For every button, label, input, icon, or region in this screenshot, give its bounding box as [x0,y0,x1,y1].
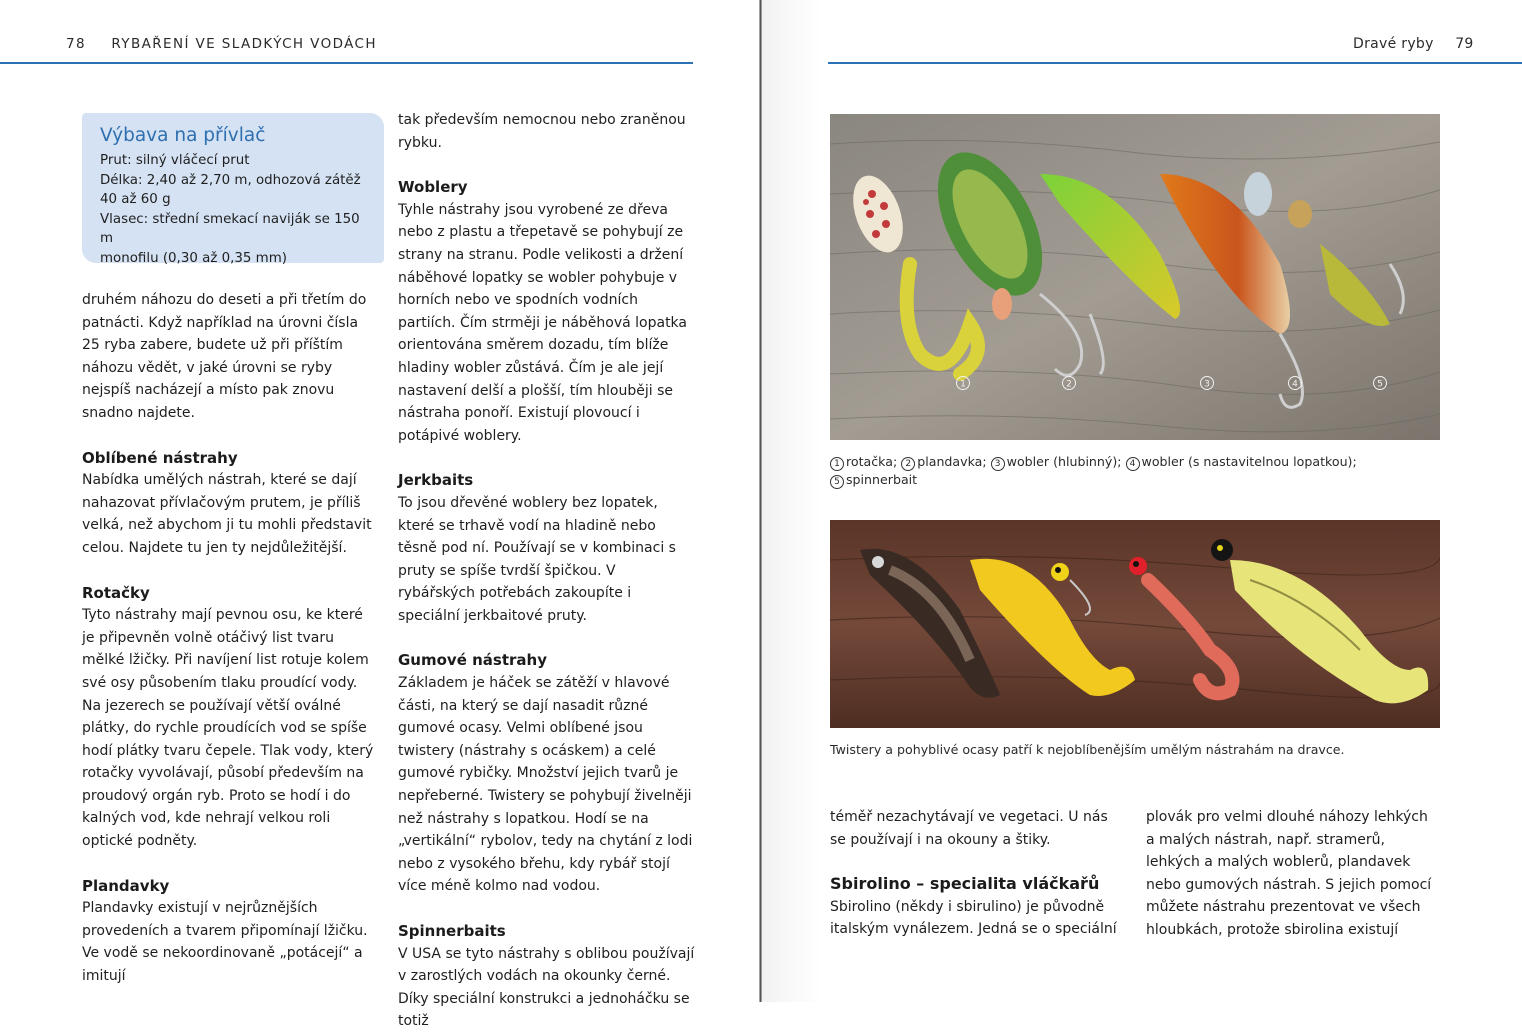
left-running-title: RYBAŘENÍ VE SLADKÝCH VODÁCH [111,36,377,52]
infobox-line: Délka: 2,40 až 2,70 m, odhozová zátěž [100,172,361,188]
right-column-1 [830,806,1122,941]
heading-oblibene: Oblíbené nástrahy [82,448,238,467]
caption-number: 1 [830,457,844,471]
heading-sbirolino: Sbirolino – specialita vláčkařů [830,874,1100,894]
photo-marker: 5 [1377,379,1383,390]
right-running-head [1353,36,1474,52]
photo-marker: 1 [960,379,966,390]
lures-photo-graphic [830,114,1440,440]
paragraph: Tyhle nástrahy jsou vyrobené ze dřeva nebo z plastu a třepetavě se pohybují ze strany na stranu. Podle velikosti a držení náběhové lopatky se wobler pohybuje v horních nebo ve spodních vodních partiích. Čím strměji je náběhová lopatka orientována směrem dozadu, tím blíže hladiny wobler zůstává. Čím je ale její nastavení delší a plošší, tím hlouběji se nástraha ponoří. Existují plovoucí i potápivé woblery. [398,201,687,444]
twisters-photo-graphic [830,520,1440,728]
paragraph: V USA se tyto nástrahy s oblibou používají v zarostlých vodách na okounky černé. Díky speciální konstrukci a jednoháčku se totiž [398,945,695,1030]
heading-spinnerbaits: Spinnerbaits [398,922,506,940]
paragraph: Plandavky existují v nejrůznějších provedeních a tvarem připomínají lžičku. Ve vodě se nekoordinovaně „potácejí“ a imitují [82,900,368,985]
paragraph: Sbirolino (někdy i sbirulino) je původně italským vynálezem. Jedná se o speciální [830,898,1117,938]
left-running-head [66,36,377,52]
right-page-number: 79 [1455,36,1474,52]
photo-marker: 4 [1292,379,1298,390]
paragraph: Základem je háček se zátěží v hlavové části, na který se dají nasadit různé gumové ocasy. Velmi oblíbené jsou twistery (nástrahy s ocáskem) a celé gumové rybičky. Množství jejich tvarů je nepřeberné. Twistery se pohybují živelněji než nástrahy s lopatkou. Hodí se na „vertikální“ rybolov, tedy na chytání z lodi nebo z vysokého břehu, kdy rybář stojí více méně kolmo nad vodou. [398,675,693,895]
left-page [0,0,760,1030]
caption-text: rotačka; [846,454,898,469]
caption-number: 5 [830,475,844,489]
lures-photo [830,114,1440,440]
paragraph: plovák pro velmi dlouhé náhozy lehkých a malých nástrah, např. stramerů, lehkých a malých woblerů, plandavek nebo gumových nástrah. S jejich pomocí můžete nástrahu prezentovat ve všech hloubkách, protože sbirolina existují [1146,809,1432,938]
left-column-1 [82,289,378,988]
paragraph: téměř nezachytávají ve vegetaci. U nás se používají i na okouny a štiky. [830,809,1108,848]
heading-gumove: Gumové nástrahy [398,651,547,670]
caption-number: 4 [1126,457,1140,471]
photo-marker: 2 [1066,379,1072,390]
left-column-2 [398,109,696,1033]
caption-text: wobler (s nastavitelnou lopatkou); [1141,454,1357,469]
right-column-2 [1146,806,1440,942]
equipment-infobox [82,113,384,266]
lures-caption [830,453,1450,489]
paragraph: druhém náhozu do deseti a při třetím do patnácti. Když například na úrovni čísla 25 ryba zabere, budete už při příštím náhozu vědět, v jaké úrovni se ryby nejspíš nacházejí a místo pak znovu snadno najdete. [82,292,367,421]
paragraph: tak především nemocnou nebo zraněnou rybku. [398,112,686,151]
infobox-line: 40 až 60 g [100,192,171,207]
heading-plandavky: Plandavky [82,876,170,895]
infobox-title: Výbava na přívlač [100,125,266,146]
infobox-line: Vlasec: střední smekací naviják se 150 m [100,211,360,246]
caption-number: 2 [901,457,915,471]
heading-jerkbaits: Jerkbaits [398,471,474,490]
left-page-number: 78 [66,36,86,52]
paragraph: To jsou dřevěné woblery bez lopatek, které se trhavě vodí na hladině nebo těsně pod ní. Používají se v kombinaci s pruty se spíše tvrdší špičkou. V rybářských potřebách zakoupíte i speciální jerkbaitové pruty. [398,494,676,624]
heading-rotacky: Rotačky [82,583,150,602]
paragraph: Nabídka umělých nástrah, které se dají nahazovat přívlačovým prutem, je příliš velká, než abychom ji tu mohli představit celou. Najdete tu jen ty nejdůležitější. [82,472,372,556]
left-header-rule [0,62,693,64]
caption-text: plandavka; [917,454,987,469]
infobox-line: monofilu (0,30 až 0,35 mm) [100,250,287,266]
right-header-rule [828,62,1522,64]
caption-number: 3 [991,457,1005,471]
caption-text: spinnerbait [846,472,918,487]
infobox-line: Prut: silný vláčecí prut [100,153,250,168]
right-running-title: Dravé ryby [1353,36,1434,52]
twisters-photo [830,520,1440,728]
caption-text: wobler (hlubinný); [1006,454,1122,469]
heading-woblery: Woblery [398,178,468,197]
paragraph: Tyto nástrahy mají pevnou osu, ke které je připevněn volně otáčivý list tvaru mělké lžičky. Při navíjení list rotuje kolem své osy působením tlaku proudící vody. Na jezerech se používají větší oválné plátky, do rychle proudících vod se spíše hodí plátky tvaru čepele. Tlak vody, který rotačky vyvolávají, působí především na proudový orgán ryb. Proto se hodí i do kalných vod, kde nehrají velkou roli optické podněty. [82,607,374,850]
twisters-caption: Twistery a pohyblivé ocasy patří k nejoblíbenějším umělým nástrahám na dravce. [830,742,1345,757]
photo-marker: 3 [1204,379,1210,390]
